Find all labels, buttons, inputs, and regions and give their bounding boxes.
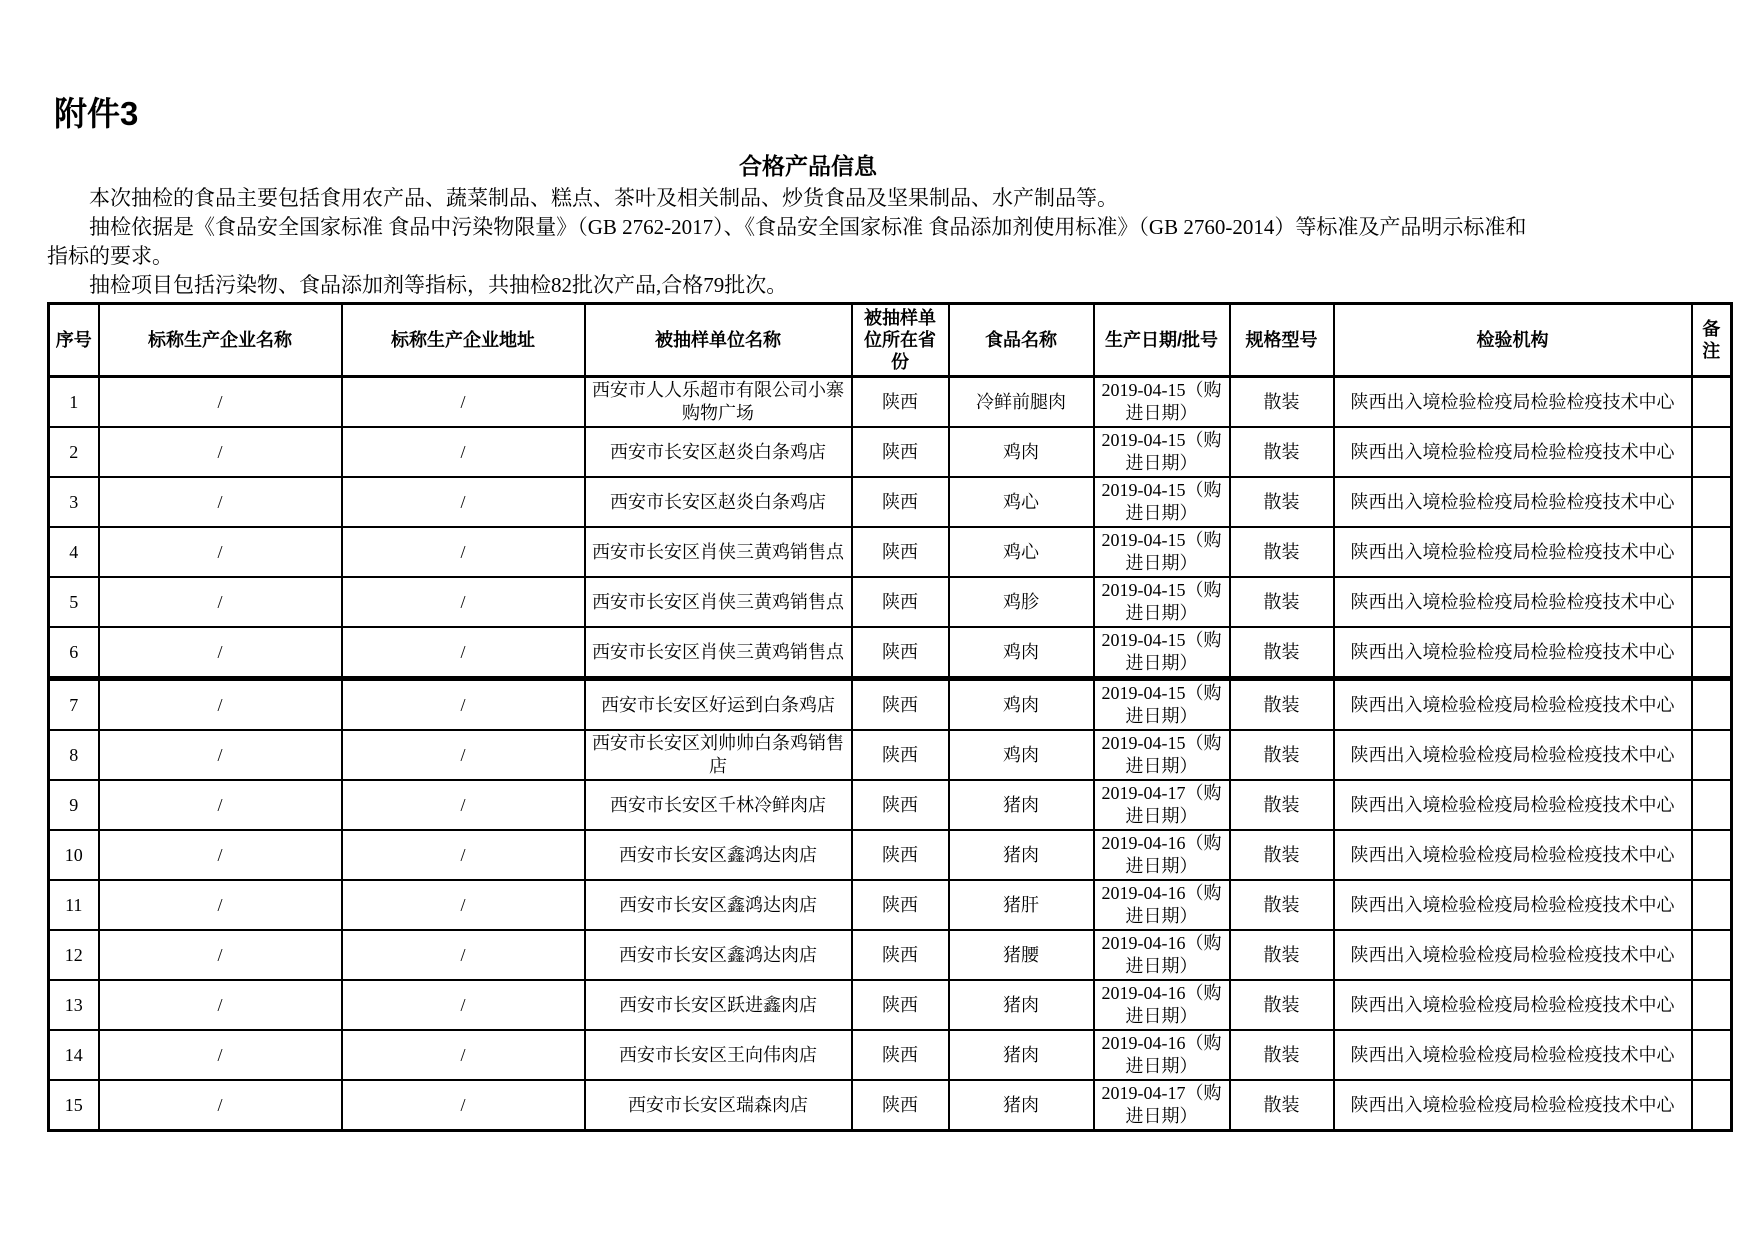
cell-inspection-agency: 陕西出入境检验检疫局检验检疫技术中心 bbox=[1334, 679, 1692, 731]
cell-food-name: 鸡肉 bbox=[949, 627, 1094, 679]
cell-no: 13 bbox=[49, 980, 99, 1030]
cell-production-date: 2019-04-15（购进日期） bbox=[1094, 627, 1230, 679]
cell-spec: 散装 bbox=[1230, 679, 1334, 731]
cell-remark bbox=[1692, 1080, 1732, 1131]
cell-no: 5 bbox=[49, 577, 99, 627]
column-header-sampled-unit: 被抽样单位名称 bbox=[585, 304, 852, 377]
cell-spec: 散装 bbox=[1230, 780, 1334, 830]
cell-sampled-unit: 西安市长安区王向伟肉店 bbox=[585, 1030, 852, 1080]
intro-paragraph-2: 抽检依据是《食品安全国家标准 食品中污染物限量》（GB 2762-2017）、《食品安全国家标准 食品添加剂使用标准》（GB 2760-2014）等标准及产品明示标准和 bbox=[89, 215, 1527, 239]
cell-remark bbox=[1692, 477, 1732, 527]
cell-producer-name: / bbox=[99, 477, 342, 527]
column-header-remark: 备注 bbox=[1692, 304, 1732, 377]
products-table bbox=[47, 302, 1733, 1132]
cell-food-name: 猪肉 bbox=[949, 1080, 1094, 1131]
cell-inspection-agency: 陕西出入境检验检疫局检验检疫技术中心 bbox=[1334, 377, 1692, 428]
cell-producer-name: / bbox=[99, 679, 342, 731]
cell-producer-address: / bbox=[342, 477, 585, 527]
cell-sampled-unit: 西安市人人乐超市有限公司小寨购物广场 bbox=[585, 377, 852, 428]
cell-production-date: 2019-04-16（购进日期） bbox=[1094, 880, 1230, 930]
cell-no: 15 bbox=[49, 1080, 99, 1131]
table-row bbox=[49, 880, 1732, 930]
intro-paragraph-2-continuation: 指标的要求。 bbox=[47, 244, 173, 268]
column-header-producer-address: 标称生产企业地址 bbox=[342, 304, 585, 377]
cell-spec: 散装 bbox=[1230, 930, 1334, 980]
cell-production-date: 2019-04-15（购进日期） bbox=[1094, 730, 1230, 780]
cell-remark bbox=[1692, 679, 1732, 731]
cell-inspection-agency: 陕西出入境检验检疫局检验检疫技术中心 bbox=[1334, 527, 1692, 577]
cell-producer-name: / bbox=[99, 730, 342, 780]
cell-province: 陕西 bbox=[852, 679, 949, 731]
cell-production-date: 2019-04-16（购进日期） bbox=[1094, 930, 1230, 980]
cell-spec: 散装 bbox=[1230, 577, 1334, 627]
table-row bbox=[49, 730, 1732, 780]
cell-production-date: 2019-04-17（购进日期） bbox=[1094, 780, 1230, 830]
cell-production-date: 2019-04-15（购进日期） bbox=[1094, 477, 1230, 527]
cell-inspection-agency: 陕西出入境检验检疫局检验检疫技术中心 bbox=[1334, 477, 1692, 527]
cell-production-date: 2019-04-15（购进日期） bbox=[1094, 577, 1230, 627]
table-row bbox=[49, 627, 1732, 679]
table-row bbox=[49, 427, 1732, 477]
cell-food-name: 冷鲜前腿肉 bbox=[949, 377, 1094, 428]
cell-producer-address: / bbox=[342, 679, 585, 731]
cell-remark bbox=[1692, 730, 1732, 780]
cell-remark bbox=[1692, 830, 1732, 880]
cell-province: 陕西 bbox=[852, 427, 949, 477]
cell-inspection-agency: 陕西出入境检验检疫局检验检疫技术中心 bbox=[1334, 980, 1692, 1030]
cell-food-name: 鸡肉 bbox=[949, 679, 1094, 731]
cell-no: 2 bbox=[49, 427, 99, 477]
cell-food-name: 猪肉 bbox=[949, 830, 1094, 880]
cell-food-name: 猪肉 bbox=[949, 980, 1094, 1030]
cell-producer-address: / bbox=[342, 1030, 585, 1080]
cell-producer-name: / bbox=[99, 527, 342, 577]
page-title: 合格产品信息 bbox=[739, 153, 877, 179]
cell-inspection-agency: 陕西出入境检验检疫局检验检疫技术中心 bbox=[1334, 577, 1692, 627]
cell-sampled-unit: 西安市长安区鑫鸿达肉店 bbox=[585, 930, 852, 980]
cell-province: 陕西 bbox=[852, 527, 949, 577]
cell-province: 陕西 bbox=[852, 577, 949, 627]
cell-no: 4 bbox=[49, 527, 99, 577]
cell-food-name: 鸡肉 bbox=[949, 730, 1094, 780]
table-row bbox=[49, 1080, 1732, 1131]
cell-producer-address: / bbox=[342, 377, 585, 428]
cell-spec: 散装 bbox=[1230, 830, 1334, 880]
table-row bbox=[49, 830, 1732, 880]
cell-remark bbox=[1692, 930, 1732, 980]
cell-spec: 散装 bbox=[1230, 377, 1334, 428]
cell-inspection-agency: 陕西出入境检验检疫局检验检疫技术中心 bbox=[1334, 1030, 1692, 1080]
cell-producer-name: / bbox=[99, 427, 342, 477]
cell-producer-name: / bbox=[99, 830, 342, 880]
cell-food-name: 鸡肉 bbox=[949, 427, 1094, 477]
cell-production-date: 2019-04-15（购进日期） bbox=[1094, 427, 1230, 477]
cell-producer-address: / bbox=[342, 930, 585, 980]
cell-food-name: 鸡心 bbox=[949, 527, 1094, 577]
cell-sampled-unit: 西安市长安区鑫鸿达肉店 bbox=[585, 880, 852, 930]
cell-sampled-unit: 西安市长安区千林冷鲜肉店 bbox=[585, 780, 852, 830]
cell-producer-address: / bbox=[342, 830, 585, 880]
cell-producer-name: / bbox=[99, 377, 342, 428]
cell-producer-address: / bbox=[342, 627, 585, 679]
cell-sampled-unit: 西安市长安区肖侠三黄鸡销售点 bbox=[585, 527, 852, 577]
table-row bbox=[49, 980, 1732, 1030]
cell-spec: 散装 bbox=[1230, 980, 1334, 1030]
cell-inspection-agency: 陕西出入境检验检疫局检验检疫技术中心 bbox=[1334, 427, 1692, 477]
cell-no: 14 bbox=[49, 1030, 99, 1080]
cell-producer-name: / bbox=[99, 780, 342, 830]
cell-food-name: 猪肝 bbox=[949, 880, 1094, 930]
cell-no: 9 bbox=[49, 780, 99, 830]
cell-remark bbox=[1692, 1030, 1732, 1080]
cell-producer-address: / bbox=[342, 427, 585, 477]
cell-inspection-agency: 陕西出入境检验检疫局检验检疫技术中心 bbox=[1334, 930, 1692, 980]
cell-producer-address: / bbox=[342, 780, 585, 830]
cell-no: 11 bbox=[49, 880, 99, 930]
column-header-food-name: 食品名称 bbox=[949, 304, 1094, 377]
cell-province: 陕西 bbox=[852, 1030, 949, 1080]
cell-food-name: 鸡胗 bbox=[949, 577, 1094, 627]
cell-sampled-unit: 西安市长安区好运到白条鸡店 bbox=[585, 679, 852, 731]
cell-producer-address: / bbox=[342, 527, 585, 577]
cell-sampled-unit: 西安市长安区赵炎白条鸡店 bbox=[585, 427, 852, 477]
cell-production-date: 2019-04-15（购进日期） bbox=[1094, 679, 1230, 731]
cell-remark bbox=[1692, 577, 1732, 627]
cell-production-date: 2019-04-17（购进日期） bbox=[1094, 1080, 1230, 1131]
cell-province: 陕西 bbox=[852, 377, 949, 428]
cell-province: 陕西 bbox=[852, 477, 949, 527]
column-header-province: 被抽样单位所在省份 bbox=[852, 304, 949, 377]
cell-inspection-agency: 陕西出入境检验检疫局检验检疫技术中心 bbox=[1334, 780, 1692, 830]
column-header-no: 序号 bbox=[49, 304, 99, 377]
cell-producer-address: / bbox=[342, 577, 585, 627]
cell-province: 陕西 bbox=[852, 1080, 949, 1131]
cell-remark bbox=[1692, 627, 1732, 679]
cell-province: 陕西 bbox=[852, 880, 949, 930]
cell-spec: 散装 bbox=[1230, 627, 1334, 679]
cell-producer-name: / bbox=[99, 1080, 342, 1131]
cell-sampled-unit: 西安市长安区刘帅帅白条鸡销售店 bbox=[585, 730, 852, 780]
cell-remark bbox=[1692, 527, 1732, 577]
cell-province: 陕西 bbox=[852, 730, 949, 780]
cell-producer-name: / bbox=[99, 577, 342, 627]
cell-spec: 散装 bbox=[1230, 427, 1334, 477]
attachment-label: 附件3 bbox=[54, 95, 139, 132]
cell-no: 7 bbox=[49, 679, 99, 731]
cell-food-name: 猪肉 bbox=[949, 780, 1094, 830]
column-header-spec: 规格型号 bbox=[1230, 304, 1334, 377]
cell-remark bbox=[1692, 780, 1732, 830]
cell-remark bbox=[1692, 427, 1732, 477]
cell-remark bbox=[1692, 377, 1732, 428]
cell-producer-address: / bbox=[342, 1080, 585, 1131]
cell-spec: 散装 bbox=[1230, 477, 1334, 527]
cell-province: 陕西 bbox=[852, 780, 949, 830]
intro-paragraphs bbox=[47, 184, 1737, 300]
intro-paragraph-1: 本次抽检的食品主要包括食用农产品、蔬菜制品、糕点、茶叶及相关制品、炒货食品及坚果制品、水产制品等。 bbox=[89, 186, 1118, 210]
cell-province: 陕西 bbox=[852, 830, 949, 880]
cell-producer-name: / bbox=[99, 627, 342, 679]
products-table-container bbox=[47, 302, 1733, 1132]
cell-no: 3 bbox=[49, 477, 99, 527]
cell-no: 8 bbox=[49, 730, 99, 780]
cell-province: 陕西 bbox=[852, 930, 949, 980]
cell-sampled-unit: 西安市长安区肖侠三黄鸡销售点 bbox=[585, 627, 852, 679]
cell-producer-name: / bbox=[99, 930, 342, 980]
cell-producer-address: / bbox=[342, 880, 585, 930]
cell-producer-name: / bbox=[99, 880, 342, 930]
cell-remark bbox=[1692, 980, 1732, 1030]
table-row bbox=[49, 679, 1732, 731]
cell-no: 1 bbox=[49, 377, 99, 428]
cell-sampled-unit: 西安市长安区肖侠三黄鸡销售点 bbox=[585, 577, 852, 627]
cell-production-date: 2019-04-16（购进日期） bbox=[1094, 830, 1230, 880]
cell-no: 6 bbox=[49, 627, 99, 679]
cell-food-name: 鸡心 bbox=[949, 477, 1094, 527]
column-header-production-date: 生产日期/批号 bbox=[1094, 304, 1230, 377]
table-row bbox=[49, 780, 1732, 830]
cell-food-name: 猪腰 bbox=[949, 930, 1094, 980]
table-row bbox=[49, 577, 1732, 627]
cell-spec: 散装 bbox=[1230, 527, 1334, 577]
table-row bbox=[49, 527, 1732, 577]
cell-sampled-unit: 西安市长安区赵炎白条鸡店 bbox=[585, 477, 852, 527]
cell-spec: 散装 bbox=[1230, 880, 1334, 930]
cell-inspection-agency: 陕西出入境检验检疫局检验检疫技术中心 bbox=[1334, 627, 1692, 679]
cell-inspection-agency: 陕西出入境检验检疫局检验检疫技术中心 bbox=[1334, 830, 1692, 880]
column-header-inspection-agency: 检验机构 bbox=[1334, 304, 1692, 377]
intro-paragraph-3: 抽检项目包括污染物、食品添加剂等指标，共抽检82批次产品,合格79批次。 bbox=[89, 273, 788, 297]
cell-inspection-agency: 陕西出入境检验检疫局检验检疫技术中心 bbox=[1334, 1080, 1692, 1131]
cell-spec: 散装 bbox=[1230, 1080, 1334, 1131]
cell-producer-name: / bbox=[99, 1030, 342, 1080]
column-header-producer-name: 标称生产企业名称 bbox=[99, 304, 342, 377]
cell-producer-name: / bbox=[99, 980, 342, 1030]
cell-production-date: 2019-04-15（购进日期） bbox=[1094, 527, 1230, 577]
cell-sampled-unit: 西安市长安区瑞森肉店 bbox=[585, 1080, 852, 1131]
table-row bbox=[49, 930, 1732, 980]
cell-sampled-unit: 西安市长安区跃进鑫肉店 bbox=[585, 980, 852, 1030]
cell-sampled-unit: 西安市长安区鑫鸿达肉店 bbox=[585, 830, 852, 880]
cell-producer-address: / bbox=[342, 730, 585, 780]
cell-spec: 散装 bbox=[1230, 1030, 1334, 1080]
table-header-row bbox=[49, 304, 1732, 377]
cell-producer-address: / bbox=[342, 980, 585, 1030]
cell-production-date: 2019-04-16（购进日期） bbox=[1094, 1030, 1230, 1080]
table-row bbox=[49, 1030, 1732, 1080]
cell-inspection-agency: 陕西出入境检验检疫局检验检疫技术中心 bbox=[1334, 880, 1692, 930]
cell-province: 陕西 bbox=[852, 980, 949, 1030]
cell-production-date: 2019-04-15（购进日期） bbox=[1094, 377, 1230, 428]
cell-remark bbox=[1692, 880, 1732, 930]
cell-spec: 散装 bbox=[1230, 730, 1334, 780]
cell-food-name: 猪肉 bbox=[949, 1030, 1094, 1080]
cell-inspection-agency: 陕西出入境检验检疫局检验检疫技术中心 bbox=[1334, 730, 1692, 780]
cell-province: 陕西 bbox=[852, 627, 949, 679]
cell-no: 10 bbox=[49, 830, 99, 880]
cell-production-date: 2019-04-16（购进日期） bbox=[1094, 980, 1230, 1030]
table-row bbox=[49, 477, 1732, 527]
cell-no: 12 bbox=[49, 930, 99, 980]
table-row bbox=[49, 377, 1732, 428]
